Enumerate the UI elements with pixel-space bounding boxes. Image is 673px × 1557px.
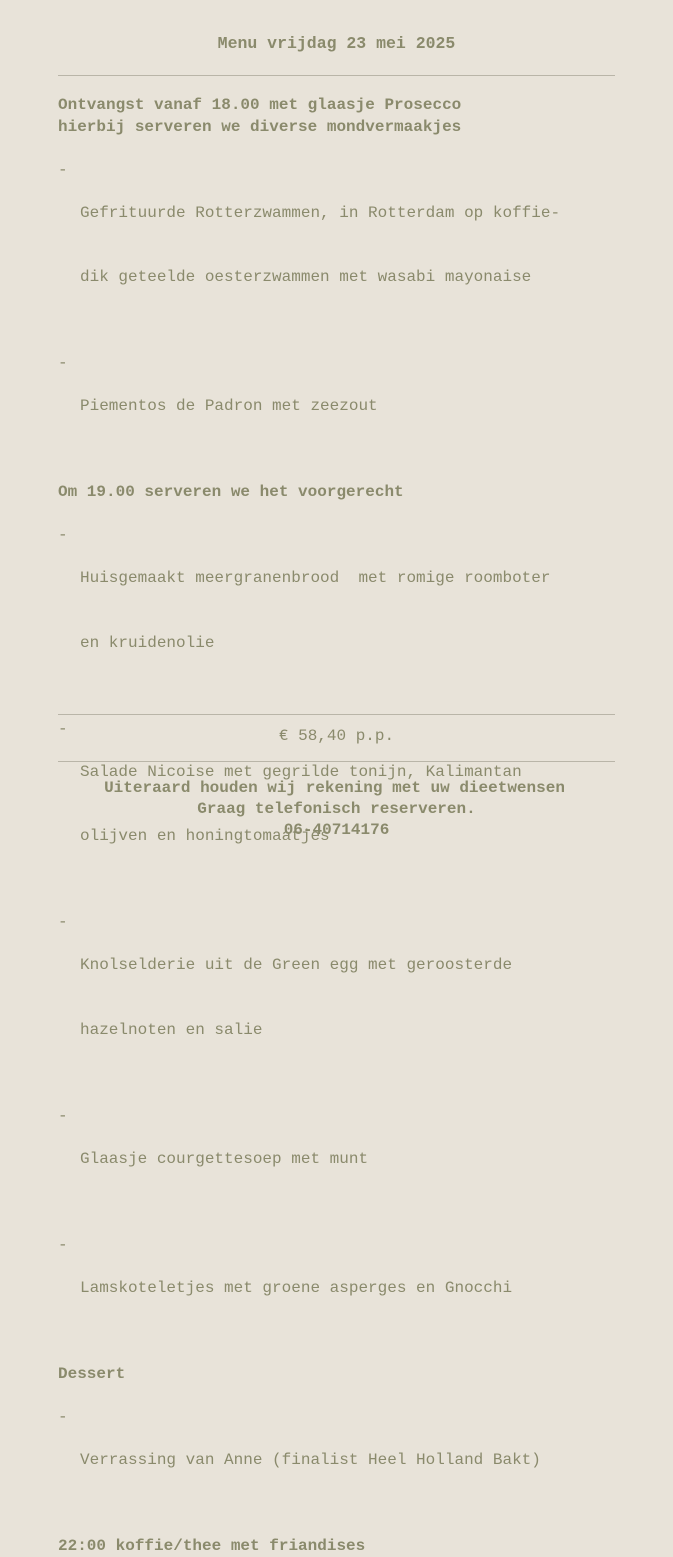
dash-bullet: - [58, 912, 80, 1084]
price-per-person: € 58,40 p.p. [0, 725, 673, 747]
menu-item-line: dik geteelde oesterzwammen met wasabi mayonaise [80, 267, 560, 289]
reception-heading-line-1: Ontvangst vanaf 18.00 met glaasje Prosecco [58, 95, 618, 117]
menu-item-line: Piementos de Padron met zeezout [80, 396, 378, 418]
menu-item-line: Glaasje courgettesoep met munt [80, 1149, 368, 1171]
dash-bullet: - [58, 1235, 80, 1343]
menu-item [58, 525, 618, 697]
menu-item-line: olijven en honingtomaatjes [80, 826, 522, 848]
menu-item-line: Knolselderie uit de Green egg met geroosterde [80, 955, 512, 977]
closing-heading: 22:00 koffie/thee met friandises [58, 1536, 618, 1557]
menu-item [58, 353, 618, 461]
dash-bullet: - [58, 719, 80, 891]
starter-heading: Om 19.00 serveren we het voorgerecht [58, 482, 618, 504]
menu-item-line: Lamskoteletjes met groene asperges en Gnocchi [80, 1278, 512, 1300]
dash-bullet: - [58, 525, 80, 697]
menu-item-line: Gefrituurde Rotterzwammen, in Rotterdam op koffie- [80, 203, 560, 225]
dessert-heading: Dessert [58, 1364, 618, 1386]
menu-item [58, 160, 618, 332]
page-title: Menu vrijdag 23 mei 2025 [0, 33, 673, 55]
menu-item [58, 1235, 618, 1343]
menu-item [58, 912, 618, 1084]
menu-item [58, 1407, 618, 1515]
reception-heading-line-2: hierbij serveren we diverse mondvermaakjes [58, 117, 618, 139]
divider-price-top [58, 714, 615, 715]
dash-bullet: - [58, 353, 80, 461]
dash-bullet: - [58, 160, 80, 332]
reservation-note: Graag telefonisch reserveren. [0, 799, 673, 820]
menu-item [58, 1106, 618, 1214]
menu-item-line: Huisgemaakt meergranenbrood met romige roomboter [80, 568, 550, 590]
dash-bullet: - [58, 1106, 80, 1214]
dash-bullet: - [58, 1407, 80, 1515]
menu-item-line: Verrassing van Anne (finalist Heel Holland Bakt) [80, 1450, 541, 1472]
dietary-note: Uiteraard houden wij rekening met uw dieetwensen [0, 778, 673, 799]
menu-item-line: en kruidenolie [80, 633, 550, 655]
phone-number: 06-40714176 [0, 820, 673, 841]
footer [0, 778, 673, 841]
divider-price-bottom [58, 761, 615, 762]
divider-top [58, 75, 615, 76]
menu-item-line: Salade Nicoise met gegrilde tonijn, Kalimantan [80, 762, 522, 784]
menu-item-line: hazelnoten en salie [80, 1020, 512, 1042]
